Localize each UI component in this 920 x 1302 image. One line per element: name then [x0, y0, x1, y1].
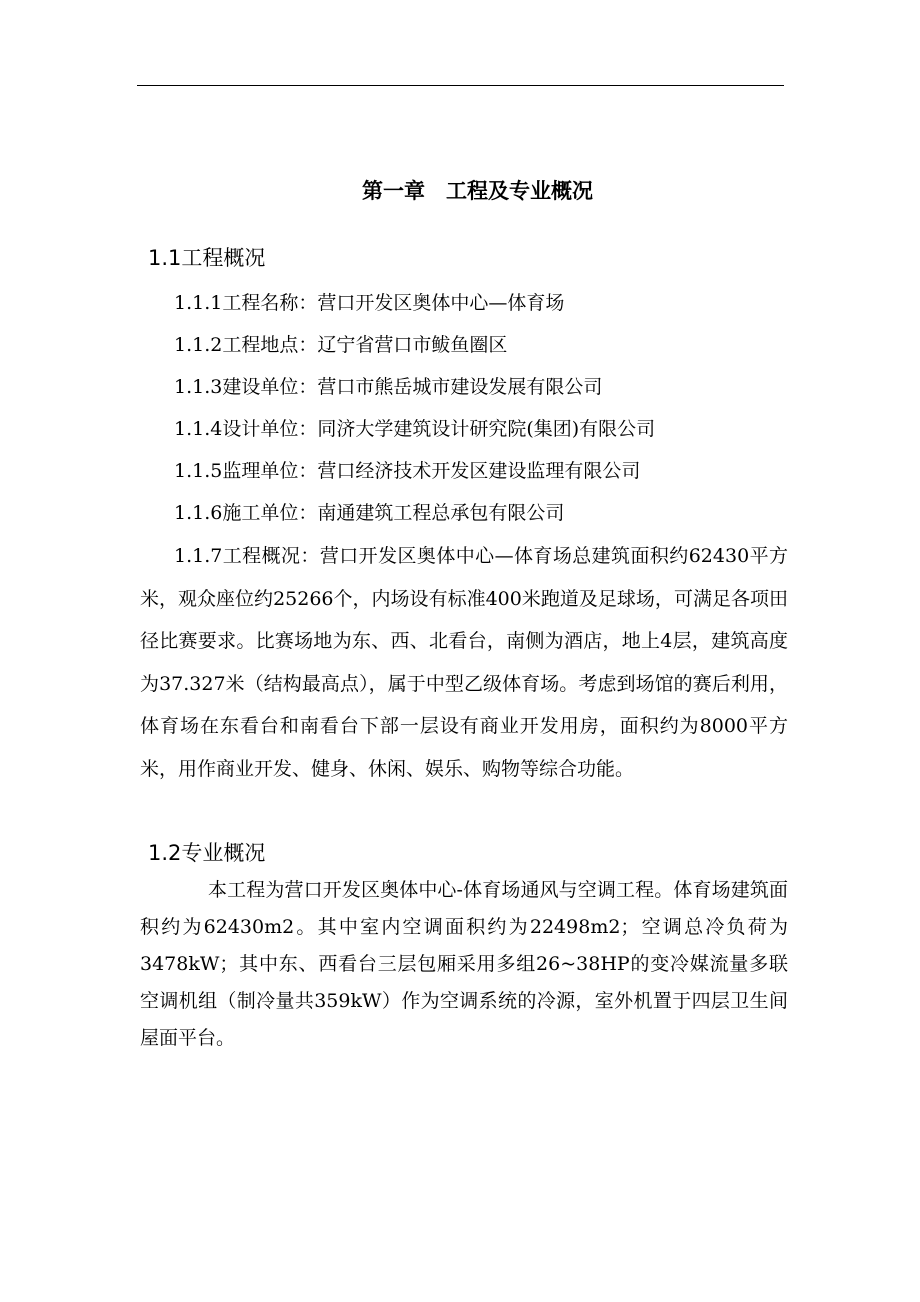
- project-location-item: 1.1.2工程地点：辽宁省营口市鲅鱼圈区: [174, 334, 508, 356]
- section-heading-1-1: 1.1工程概况: [148, 246, 266, 270]
- contractor-unit-item: 1.1.6施工单位：南通建筑工程总承包有限公司: [174, 502, 565, 524]
- design-unit-item: 1.1.4设计单位：同济大学建筑设计研究院(集团)有限公司: [174, 418, 656, 440]
- specialty-overview-paragraph: 本工程为营口开发区奥体中心-体育场通风与空调工程。体育场建筑面积约为62430m2。其中室内空调面积约为22498m2；空调总冷负荷为3478kW；其中东、西看台三层包厢采用多组26~38HP的变冷媒流量多联空调机组（制冷量共359kW）作为空调系统的冷源，室外机置于四层卫生间屋面平台。: [140, 879, 788, 1049]
- project-overview-paragraph: 1.1.7工程概况：营口开发区奥体中心—体育场总建筑面积约62430平方米，观众座位约25266个，内场设有标准400米跑道及足球场，可满足各项田径比赛要求。比赛场地为东、西、北看台，南侧为酒店，地上4层，建筑高度为37.327米（结构最高点），属于中型乙级体育场。考虑到场馆的赛后利用，体育场在东看台和南看台下部一层设有商业开发用房，面积约为8000平方米，用作商业开发、健身、休闲、娱乐、购物等综合功能。: [140, 545, 788, 780]
- construction-unit-item: 1.1.3建设单位：营口市熊岳城市建设发展有限公司: [174, 376, 603, 398]
- project-name-item: 1.1.1工程名称：营口开发区奥体中心—体育场: [174, 292, 565, 314]
- project-info-list: [174, 282, 655, 534]
- supervision-unit-item: 1.1.5监理单位：营口经济技术开发区建设监理有限公司: [174, 460, 641, 482]
- section-heading-1-2: 1.2专业概况: [148, 841, 266, 865]
- chapter-title: 第一章 工程及专业概况: [362, 179, 593, 203]
- header-rule: [137, 85, 784, 86]
